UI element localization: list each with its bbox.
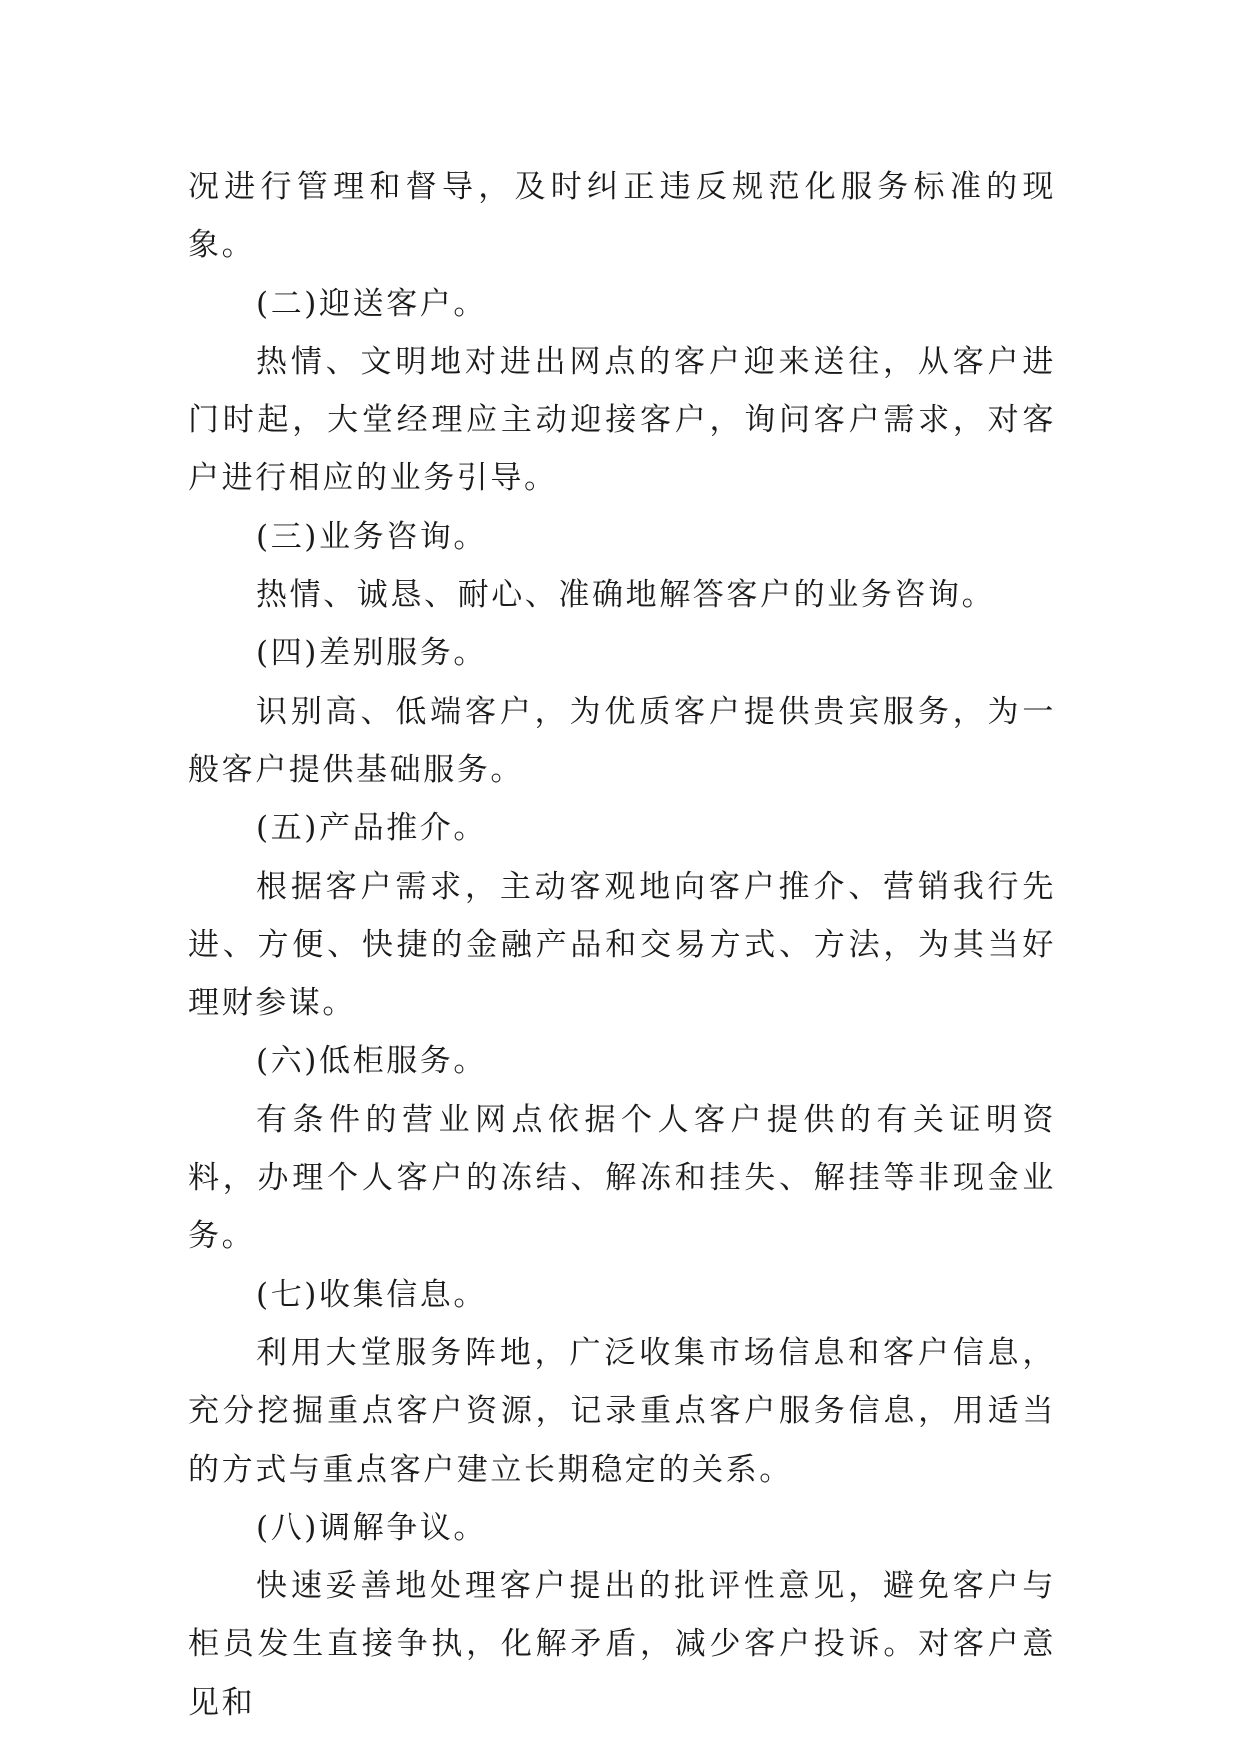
paragraph-continued: 况进行管理和督导，及时纠正违反规范化服务标准的现象。: [188, 169, 1056, 264]
paragraph-collect-information: 利用大堂服务阵地，广泛收集市场信息和客户信息，充分挖掘重点客户资源，记录重点客户服务信息，用适当的方式与重点客户建立长期稳定的关系。: [188, 1334, 1056, 1488]
section-heading-5: (五)产品推介。: [256, 810, 487, 847]
paragraph-differentiated-service: 识别高、低端客户，为优质客户提供贵宾服务，为一般客户提供基础服务。: [188, 693, 1056, 788]
paragraph-consulting: 热情、诚恳、耐心、准确地解答客户的业务咨询。: [256, 577, 996, 614]
section-heading-4: (四)差别服务。: [256, 635, 487, 672]
section-heading-6: (六)低柜服务。: [256, 1043, 487, 1080]
paragraph-product-promotion: 根据客户需求，主动客观地向客户推介、营销我行先进、方便、快捷的金融产品和交易方式、方法，为其当好理财参谋。: [188, 868, 1056, 1022]
section-heading-8: (八)调解争议。: [256, 1509, 487, 1546]
section-heading-3: (三)业务咨询。: [256, 518, 487, 555]
paragraph-low-counter-service: 有条件的营业网点依据个人客户提供的有关证明资料，办理个人客户的冻结、解冻和挂失、解挂等非现金业务。: [188, 1101, 1056, 1255]
section-heading-7: (七)收集信息。: [256, 1276, 487, 1313]
section-heading-2: (二)迎送客户。: [256, 285, 487, 322]
paragraph-mediate-disputes: 快速妥善地处理客户提出的批评性意见，避免客户与柜员发生直接争执，化解矛盾，减少客户投诉。对客户意见和: [188, 1568, 1056, 1721]
paragraph-greeting: 热情、文明地对进出网点的客户迎来送往，从客户进门时起，大堂经理应主动迎接客户，询问客户需求，对客户进行相应的业务引导。: [188, 343, 1056, 497]
document-body: [188, 158, 1056, 1732]
